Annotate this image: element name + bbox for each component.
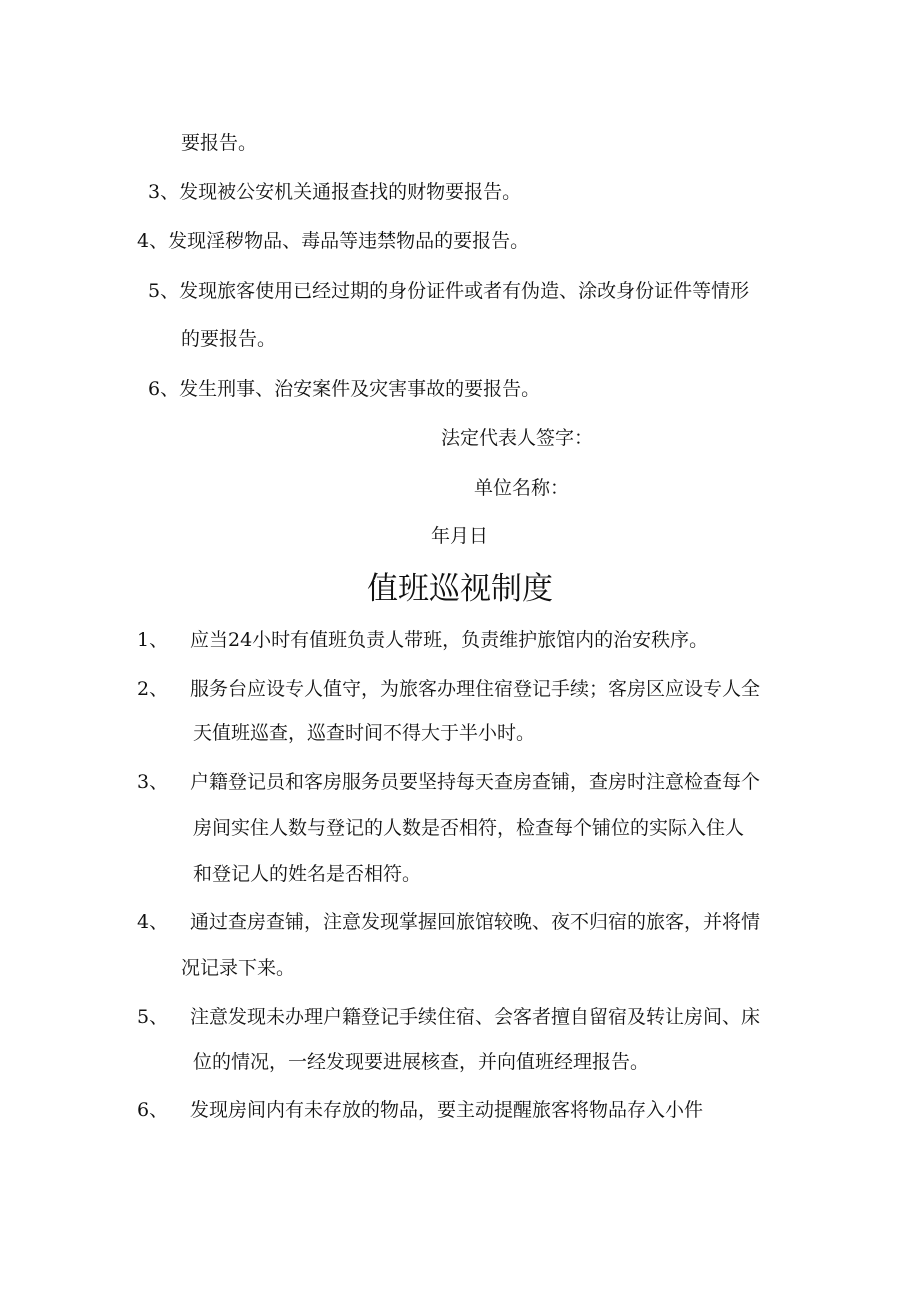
- item-continuation: 要报告。: [181, 132, 258, 154]
- list-item-line: 天值班巡查，巡查时间不得大于半小时。: [193, 722, 536, 744]
- list-item-line: 注意发现未办理户籍登记手续住宿、会客者擅自留宿及转让房间、床: [190, 1006, 761, 1028]
- item-5-line-1: 5、发现旅客使用已经过期的身份证件或者有伪造、涂改身份证件等情形: [148, 280, 750, 302]
- list-item-number: 3、: [137, 771, 169, 793]
- list-item-line: 况记录下来。: [181, 957, 296, 979]
- list-item-line: 通过查房查铺，注意发现掌握回旅馆较晚、夜不归宿的旅客，并将情: [190, 911, 761, 933]
- list-item-number: 6、: [137, 1099, 169, 1121]
- date-label: 年月日: [431, 525, 489, 547]
- unit-name-label: 单位名称：: [474, 477, 570, 499]
- list-item-line: 户籍登记员和客房服务员要坚持每天查房查铺，查房时注意检查每个: [190, 771, 761, 793]
- list-item-number: 2、: [137, 678, 169, 700]
- item-3: 3、发现被公安机关通报查找的财物要报告。: [148, 181, 522, 203]
- legal-rep-signature-label: 法定代表人签字：: [441, 427, 594, 449]
- list-item-line: 和登记人的姓名是否相符。: [193, 863, 422, 885]
- section-title: 值班巡视制度: [367, 571, 553, 607]
- list-item-line: 应当24小时有值班负责人带班，负责维护旅馆内的治安秩序。: [190, 629, 709, 651]
- item-4: 4、发现淫秽物品、毒品等违禁物品的要报告。: [137, 230, 530, 252]
- item-5-line-2: 的要报告。: [181, 328, 277, 350]
- list-item-line: 服务台应设专人值守，为旅客办理住宿登记手续；客房区应设专人全: [190, 678, 761, 700]
- list-item-line: 房间实住人数与登记的人数是否相符，检查每个铺位的实际入住人: [193, 817, 745, 839]
- list-item-number: 1、: [137, 629, 169, 651]
- list-item-number: 4、: [137, 911, 169, 933]
- list-item-number: 5、: [137, 1006, 169, 1028]
- list-item-line: 发现房间内有未存放的物品，要主动提醒旅客将物品存入小件: [190, 1099, 704, 1121]
- item-6: 6、发生刑事、治安案件及灾害事故的要报告。: [148, 378, 541, 400]
- list-item-line: 位的情况，一经发现要进展核查，并向值班经理报告。: [193, 1051, 650, 1073]
